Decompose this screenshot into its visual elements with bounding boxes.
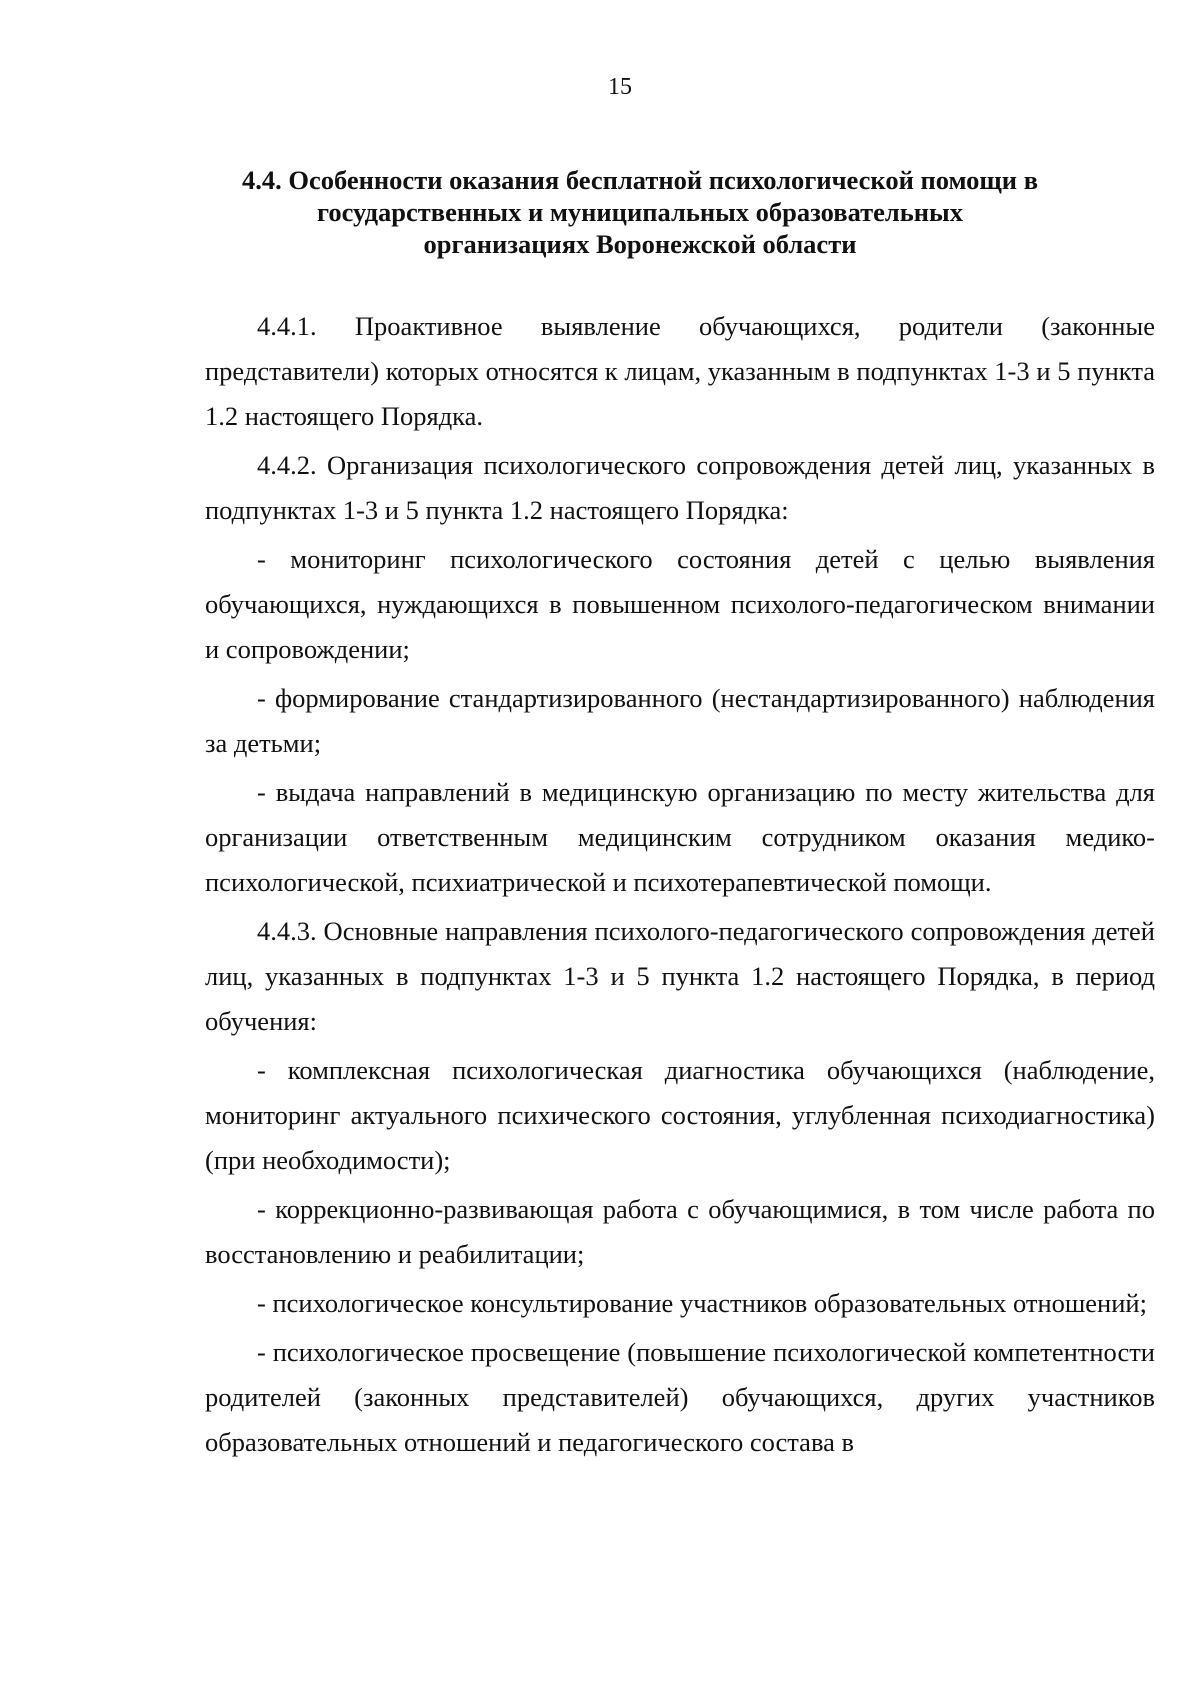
section-heading: [200, 164, 1080, 260]
page-number: 15: [608, 74, 632, 100]
heading-line: 4.4. Особенности оказания бесплатной психологической помощи в: [241, 165, 1039, 195]
list-item: - комплексная психологическая диагностика обучающихся (наблюдение, мониторинг актуального психического состояния, углубленная психодиагностика) (при необходимости);: [205, 1055, 1155, 1175]
list-item: - формирование стандартизированного (нестандартизированного) наблюдения за детьми;: [205, 683, 1155, 758]
list-item: - мониторинг психологического состояния детей с целью выявления обучающихся, нуждающихся в повышенном психолого-педагогическом внимании и сопровождении;: [205, 544, 1155, 664]
heading-line: организациях Воронежской области: [423, 229, 857, 259]
list-item: - коррекционно-развивающая работа с обучающимися, в том числе работа по восстановлению и реабилитации;: [205, 1194, 1155, 1269]
document-body: [205, 304, 1155, 1469]
list-item: - психологическое консультирование участников образовательных отношений;: [257, 1288, 1147, 1318]
list-item: - выдача направлений в медицинскую организацию по месту жительства для организации ответственным медицинским сотрудником оказания медико-психологической, психиатрической и психотерапевтической помощи.: [205, 777, 1155, 897]
paragraph-4-4-2: 4.4.2. Организация психологического сопровождения детей лиц, указанных в подпунктах 1-3 и 5 пункта 1.2 настоящего Порядка:: [205, 450, 1155, 525]
heading-line: государственных и муниципальных образовательных: [316, 197, 963, 227]
paragraph-4-4-3: 4.4.3. Основные направления психолого-педагогического сопровождения детей лиц, указанных в подпунктах 1-3 и 5 пункта 1.2 настоящего Порядка, в период обучения:: [205, 916, 1155, 1036]
paragraph-4-4-1: 4.4.1. Проактивное выявление обучающихся, родители (законные представители) которых относятся к лицам, указанным в подпунктах 1-3 и 5 пункта 1.2 настоящего Порядка.: [205, 311, 1155, 431]
list-item: - психологическое просвещение (повышение психологической компетентности родителей (законных представителей) обучающихся, других участников образовательных отношений и педагогического состава в: [205, 1337, 1155, 1457]
